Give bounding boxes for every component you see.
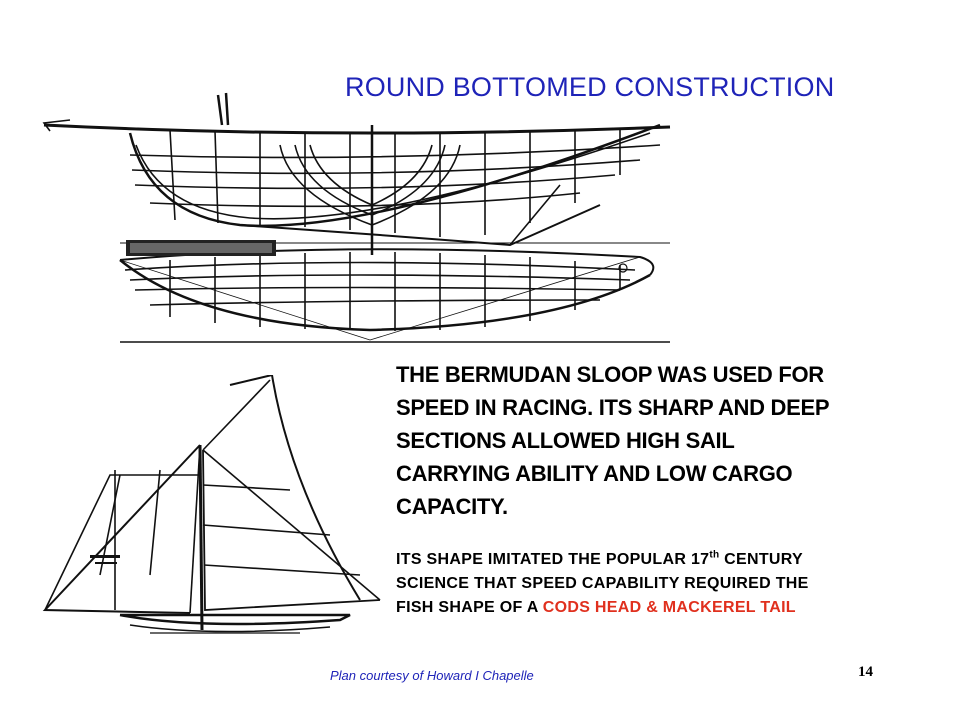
hull-lines-plan-drawing [40, 85, 680, 350]
sub-text-segment: ITS SHAPE IMITATED THE POPULAR 17 [396, 551, 710, 568]
sub-text-segment: CENTURY [719, 551, 803, 568]
bermudan-sloop-paragraph [396, 358, 946, 523]
highlighted-phrase: CODS HEAD & MACKEREL TAIL [542, 599, 796, 616]
main-text-line: SPEED IN RACING. ITS SHARP AND DEEP [396, 395, 830, 420]
slide-title: ROUND BOTTOMED CONSTRUCTION [345, 72, 835, 102]
main-text-line: THE BERMUDAN SLOOP WAS USED FOR [396, 362, 824, 387]
sub-text-line-3 [396, 596, 956, 620]
page-number: 14 [858, 664, 873, 680]
sub-text-line-1 [396, 548, 956, 572]
shape-paragraph [396, 548, 956, 620]
main-text-line: CAPACITY. [396, 494, 508, 519]
main-text-line: CARRYING ABILITY AND LOW CARGO [396, 461, 793, 486]
plan-credit: Plan courtesy of Howard I Chapelle [330, 668, 534, 683]
sail-plan-drawing [40, 375, 390, 645]
main-text-line: SECTIONS ALLOWED HIGH SAIL [396, 428, 735, 453]
sub-text-line-2: SCIENCE THAT SPEED CAPABILITY REQUIRED THE [396, 575, 809, 592]
ordinal-suffix: th [709, 549, 720, 561]
sub-text-segment: FISH SHAPE OF A [396, 599, 543, 616]
